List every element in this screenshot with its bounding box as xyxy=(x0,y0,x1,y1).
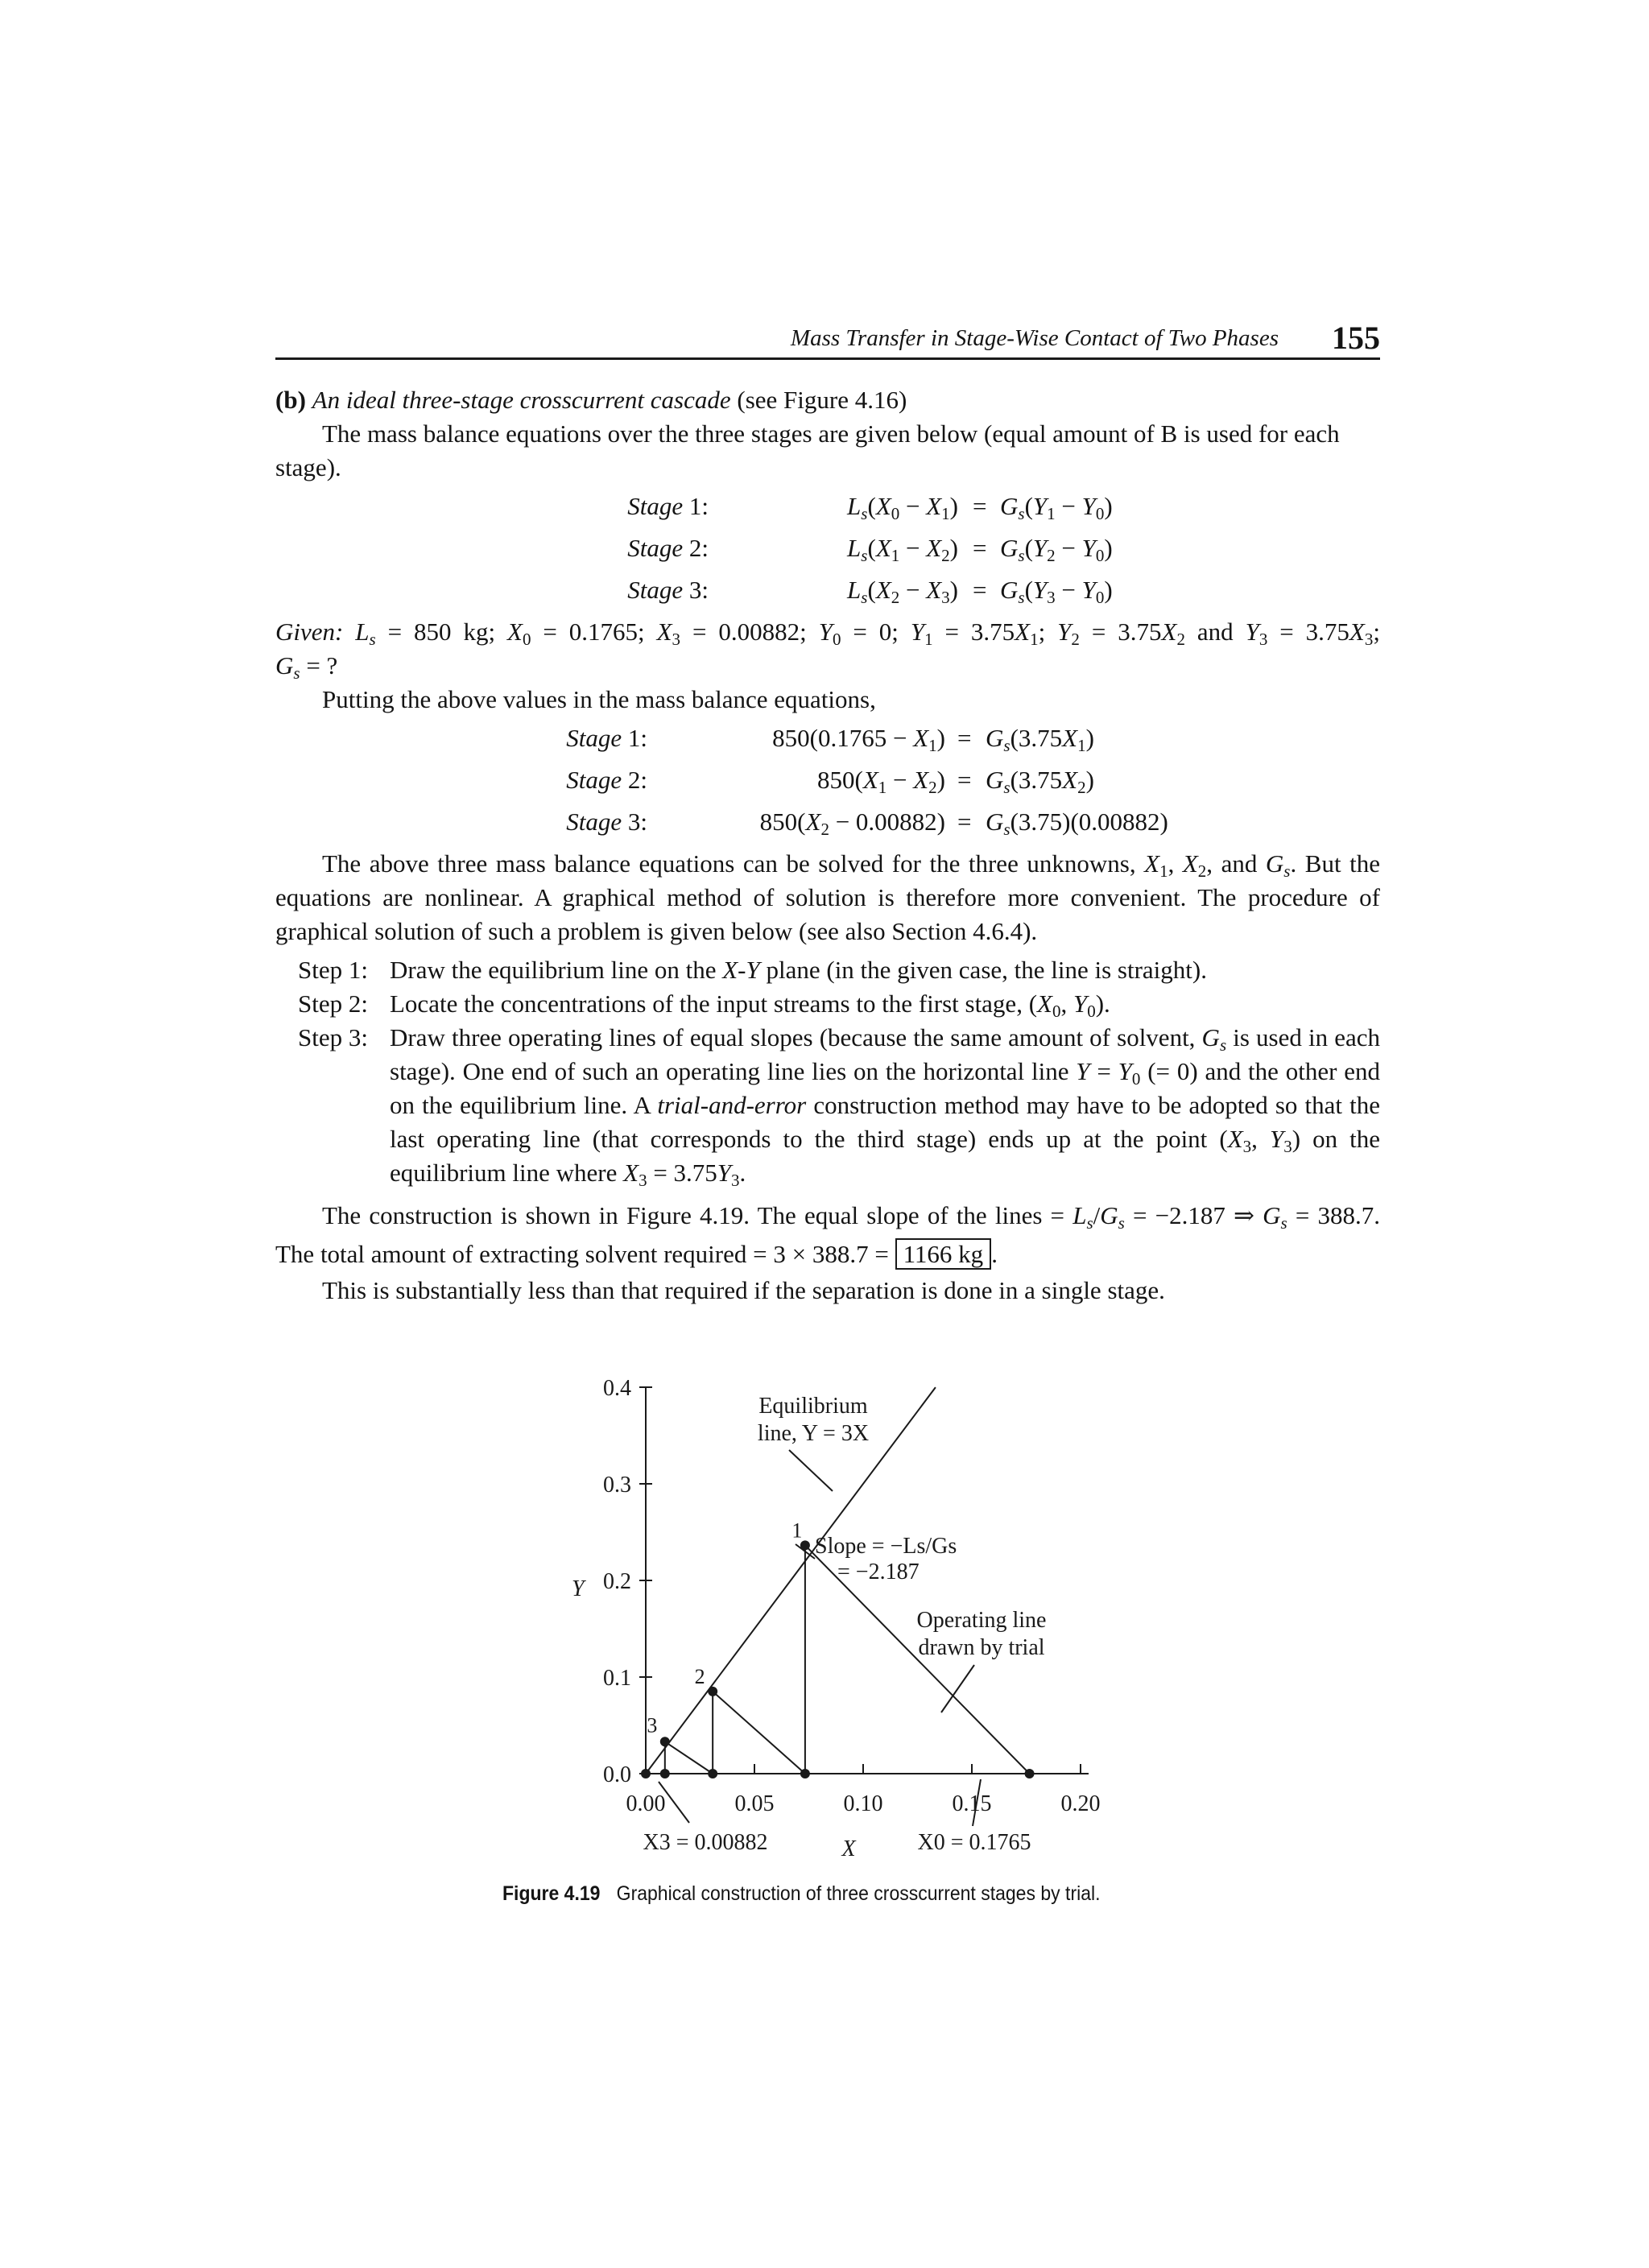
equation-lhs: $L_s(X_0 - X_1)$ xyxy=(847,492,958,523)
stage-label: 3 xyxy=(647,1713,658,1737)
slope-label: Slope = −Ls/Gs xyxy=(815,1534,957,1559)
equation-rhs: $G_s(Y_2 - Y_0)$ xyxy=(1000,534,1113,565)
x-tick-label: 0.05 xyxy=(734,1791,775,1816)
section-heading xyxy=(275,383,1380,417)
figure-caption-text: Graphical construction of three crosscurrent stages by trial. xyxy=(616,1882,1101,1905)
running-header xyxy=(275,320,1380,360)
chart-svg xyxy=(275,1353,1380,1884)
stage-label: 1 xyxy=(791,1518,803,1543)
stage-foot-point-2 xyxy=(708,1769,717,1778)
step-text: Draw three operating lines of equal slopes (because the same amount of solvent, $G_s$ is used in each stage). One end of such an operating line lies on the horizontal line $Y = Y_0$ (= 0) and the other end on the equilibrium line. A trial-and-error construction method may have to be adopted so that the last operating line (that corresponds to the third stage) ends up at the point ($X_3$, $Y_3$) on the equilibrium line where $X_3 = 3.75Y_3$. xyxy=(390,1023,1381,1190)
step-text: Draw the equilibrium line on the X-Y plane (in the given case, the line is straight). xyxy=(390,956,1207,984)
intro-text: The mass balance equations over the three stages are given below (equal amount of B is used for each stage). xyxy=(275,419,1340,481)
equilibrium-leader xyxy=(789,1450,833,1491)
equation-rhs: $G_s(3.75X_2)$ xyxy=(986,766,1094,797)
operating-line-label: Operating line xyxy=(916,1608,1047,1633)
equation-label: Stage 2: xyxy=(627,534,709,562)
putting-text: Putting the above values in the mass balance equations, xyxy=(322,685,876,713)
x-tick-label: 0.20 xyxy=(1060,1791,1101,1816)
stage-foot-point-3 xyxy=(660,1769,670,1778)
section-title: An ideal three-stage crosscurrent cascade xyxy=(312,386,731,414)
equation-row xyxy=(275,721,1380,763)
running-title: Mass Transfer in Stage-Wise Contact of Two Phases xyxy=(790,325,1279,351)
equation-rhs: $G_s(3.75)(0.00882)$ xyxy=(986,808,1168,839)
equation-rhs: $G_s(Y_1 - Y_0)$ xyxy=(1000,492,1113,523)
equation-label: Stage 1: xyxy=(566,724,647,752)
equation-lhs: $850(0.1765 - X_1)$ xyxy=(772,724,945,755)
x-tick-label: 0.10 xyxy=(843,1791,883,1816)
equation-rhs: $G_s(3.75X_1)$ xyxy=(986,724,1094,755)
step-item xyxy=(298,1021,1380,1190)
general-equations xyxy=(275,490,1380,615)
y-tick-label: 0.2 xyxy=(603,1569,631,1594)
equation-label: Stage 1: xyxy=(627,492,709,520)
x0-label: X0 = 0.1765 xyxy=(917,1830,1031,1855)
equals-sign: = xyxy=(973,534,987,562)
answer-box: 1166 kg xyxy=(895,1238,992,1270)
y-tick-label: 0.4 xyxy=(603,1376,631,1401)
equation-rhs: $G_s(Y_3 - Y_0)$ xyxy=(1000,576,1113,607)
equation-lhs: $L_s(X_2 - X_3)$ xyxy=(847,576,958,607)
page-number: 155 xyxy=(1332,320,1380,356)
unknowns-paragraph: The above three mass balance equations can be solved for the three unknowns, $X_1$, $X_2$, and $G_s$. But the equations are nonlinear. A graphical method of solution is therefore more convenient. The procedure of graphical solution of such a problem is given below (see also Section 4.6.4). xyxy=(275,849,1380,945)
y-tick-label: 0.1 xyxy=(603,1666,631,1691)
equation-row xyxy=(275,805,1380,847)
numeric-equations xyxy=(275,721,1380,847)
origin-point xyxy=(641,1769,651,1778)
equation-lhs: $850(X_2 - 0.00882)$ xyxy=(759,808,945,839)
equation-label: Stage 3: xyxy=(627,576,709,604)
feed-point-x0 xyxy=(1025,1769,1035,1778)
equation-label: Stage 2: xyxy=(566,766,647,794)
section-ref: (see Figure 4.16) xyxy=(737,386,907,414)
x3-label: X3 = 0.00882 xyxy=(643,1830,768,1855)
stage-point-2 xyxy=(708,1687,717,1696)
step-label: Step 3: xyxy=(298,1023,368,1051)
y-tick-label: 0.0 xyxy=(603,1762,631,1787)
figure-label: Figure 4.19 xyxy=(502,1882,601,1905)
equation-row xyxy=(275,490,1380,531)
equilibrium-label: line, Y = 3X xyxy=(757,1421,870,1446)
equals-sign: = xyxy=(973,576,987,604)
step-item xyxy=(298,987,1380,1021)
steps-list xyxy=(298,953,1380,1190)
operating-line-label: drawn by trial xyxy=(918,1635,1045,1660)
text-body xyxy=(275,383,1380,1308)
given-line-2: $G_s$ = ? xyxy=(275,651,338,683)
y-tick-label: 0.3 xyxy=(603,1473,631,1498)
equals-sign: = xyxy=(957,724,972,752)
x-tick-label: 0.00 xyxy=(626,1791,666,1816)
operating-line-2 xyxy=(713,1692,805,1774)
step-item xyxy=(298,953,1380,987)
equals-sign: = xyxy=(957,808,972,836)
figure-caption xyxy=(502,1882,1101,1906)
equation-row xyxy=(275,573,1380,615)
equation-lhs: $850(X_1 - X_2)$ xyxy=(816,766,945,797)
equation-lhs: $L_s(X_1 - X_2)$ xyxy=(847,534,958,565)
putting-paragraph xyxy=(275,683,1380,717)
section-label: (b) xyxy=(275,386,306,414)
step-text: Locate the concentrations of the input streams to the first stage, ($X_0$, $Y_0$). xyxy=(390,989,1110,1021)
operating-line-3 xyxy=(665,1741,713,1774)
final-text: This is substantially less than that required if the separation is done in a single stage. xyxy=(322,1276,1165,1304)
stage-label: 2 xyxy=(694,1664,705,1688)
slope-label: = −2.187 xyxy=(837,1560,920,1584)
construction-paragraph: The construction is shown in Figure 4.19. The equal slope of the lines = $L_s/G_s = -2.187$ ⇒ $G_s = 388.7$. The total amount of extracting solvent required = 3 × 388.7 = 1166 kg . xyxy=(275,1201,1381,1268)
stage-foot-point-1 xyxy=(800,1769,810,1778)
equation-row xyxy=(275,531,1380,573)
intro-paragraph xyxy=(275,417,1380,485)
x-tick-label: 0.15 xyxy=(952,1791,992,1816)
step-label: Step 1: xyxy=(298,956,368,984)
stage-point-3 xyxy=(660,1737,670,1746)
equals-sign: = xyxy=(973,492,987,520)
figure-4-19 xyxy=(275,1353,1380,1916)
equilibrium-label: Equilibrium xyxy=(758,1394,868,1419)
final-paragraph xyxy=(275,1274,1380,1308)
step-label: Step 2: xyxy=(298,989,368,1018)
x-axis-label: X xyxy=(841,1836,856,1861)
given-line: Given: $L_s = 850$ kg; $X_0 = 0.1765$; $X_3 = 0.00882$; $Y_0 = 0$; $Y_1 = 3.75X_1$; $Y_2 = 3.75X_2$ and $Y_3 = 3.75X_3$; xyxy=(275,618,1380,649)
y-axis-label: Y xyxy=(572,1576,585,1601)
equation-row xyxy=(275,763,1380,805)
equation-label: Stage 3: xyxy=(566,808,647,836)
chart-annotations xyxy=(643,1394,1046,1855)
equals-sign: = xyxy=(957,766,972,794)
